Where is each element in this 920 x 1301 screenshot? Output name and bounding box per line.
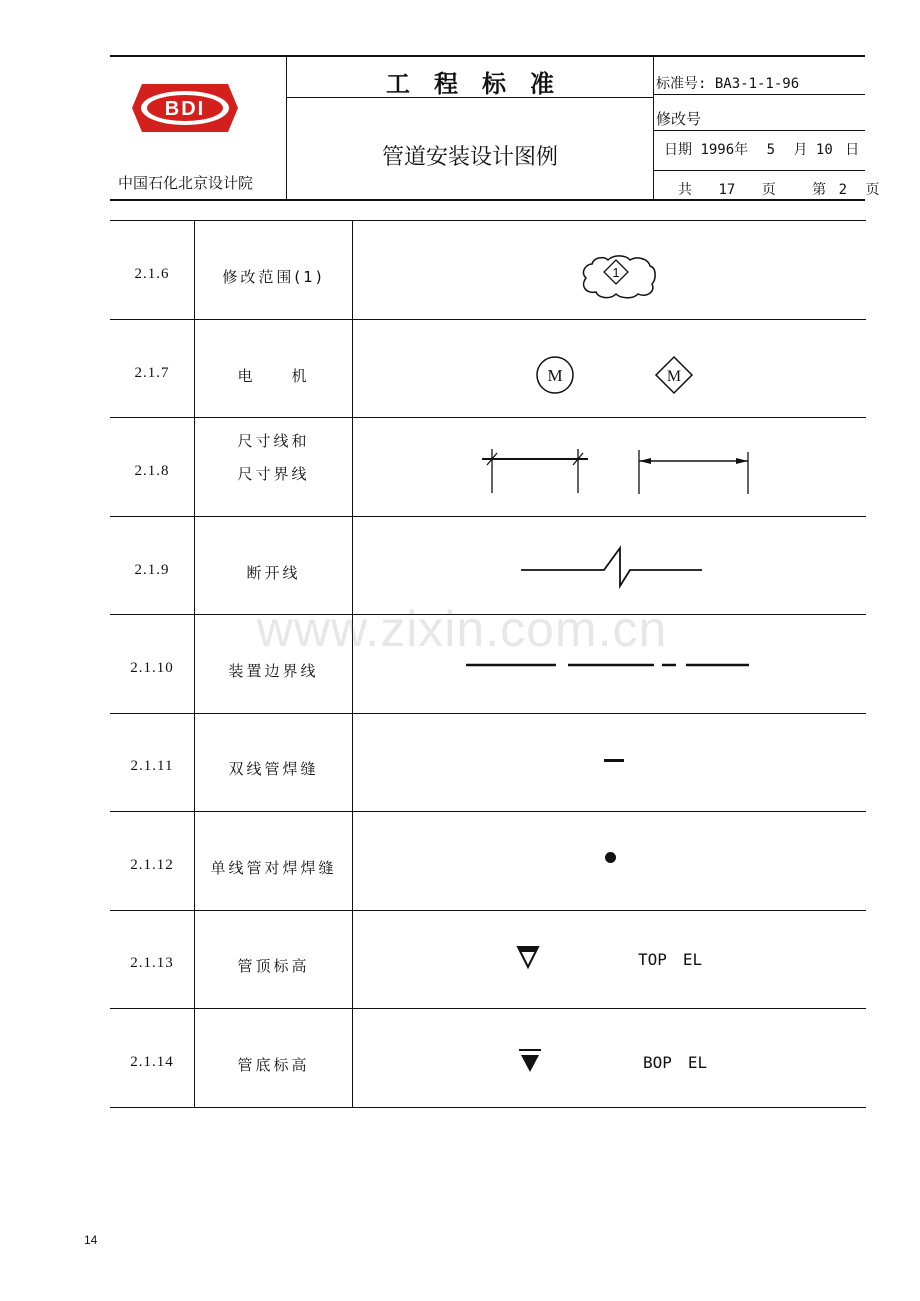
- item-number: 2.1.11: [130, 758, 174, 774]
- item-name: 装置边界线: [228, 662, 319, 680]
- standard-number: 标准号: BA3-1-1-96: [656, 76, 800, 92]
- current-label: 第: [812, 182, 827, 198]
- dimension-line-tick-symbol: [478, 445, 593, 497]
- total-page-label: 页: [761, 182, 776, 198]
- date-field: [664, 139, 859, 159]
- double-line-weld-symbol: [604, 759, 624, 762]
- item-name-line2: 尺寸界线: [237, 465, 310, 483]
- item-number: 2.1.14: [130, 1054, 174, 1070]
- watermark: www.zixin.com.cn: [256, 601, 668, 657]
- revision-number: 1: [612, 265, 620, 280]
- item-name: 管底标高: [237, 1056, 310, 1074]
- date-month: 5: [766, 142, 776, 158]
- date-month-label: 月: [793, 142, 808, 158]
- current-page-label: 页: [865, 182, 880, 198]
- item-name: 断开线: [246, 564, 301, 582]
- dimension-line-arrow-symbol: [632, 448, 756, 498]
- item-name: 电 机: [237, 367, 310, 385]
- item-name: 修改范围(1): [222, 268, 325, 286]
- item-name: 双线管焊缝: [228, 760, 319, 778]
- item-number: 2.1.8: [134, 463, 170, 479]
- unit-boundary-line-symbol: [464, 658, 752, 672]
- revision-label: 修改号: [656, 110, 702, 128]
- item-number: 2.1.10: [130, 660, 174, 676]
- break-line-symbol: [518, 540, 704, 590]
- date-day: 10: [815, 142, 833, 158]
- revision-cloud-symbol: [578, 252, 658, 300]
- bottom-elevation-label: BOP EL: [643, 1053, 708, 1072]
- item-number: 2.1.6: [134, 266, 170, 282]
- page-number: 14: [84, 1233, 98, 1247]
- motor-diamond-symbol: [654, 355, 694, 395]
- item-number: 2.1.13: [130, 955, 174, 971]
- top-elevation-label: TOP EL: [638, 950, 703, 969]
- motor-letter: M: [666, 368, 682, 385]
- motor-letter: M: [547, 366, 563, 385]
- doc-type: 工 程 标 准: [386, 70, 554, 98]
- current-page: 2: [838, 182, 848, 198]
- bottom-elevation-triangle-symbol: [517, 1047, 543, 1075]
- motor-circle-symbol: [534, 354, 576, 396]
- date-label: 日期: [664, 142, 692, 158]
- item-name: 管顶标高: [237, 957, 310, 975]
- total-label: 共: [678, 182, 692, 198]
- doc-title: 管道安装设计图例: [381, 145, 558, 170]
- logo-text: BDI: [164, 98, 206, 120]
- item-number: 2.1.12: [130, 857, 174, 873]
- single-line-weld-dot-symbol: [605, 852, 616, 863]
- page-count: [678, 179, 879, 199]
- bdi-logo: [130, 82, 240, 134]
- item-name-line1: 尺寸线和: [237, 432, 310, 450]
- institute-name: 中国石化北京设计院: [118, 174, 254, 192]
- date-year: 1996年: [700, 142, 749, 158]
- item-number: 2.1.7: [134, 365, 170, 381]
- date-day-label: 日: [845, 142, 860, 158]
- total-pages: 17: [718, 182, 736, 198]
- item-number: 2.1.9: [134, 562, 170, 578]
- item-name: 单线管对焊焊缝: [210, 859, 337, 877]
- top-elevation-triangle-symbol: [515, 944, 541, 970]
